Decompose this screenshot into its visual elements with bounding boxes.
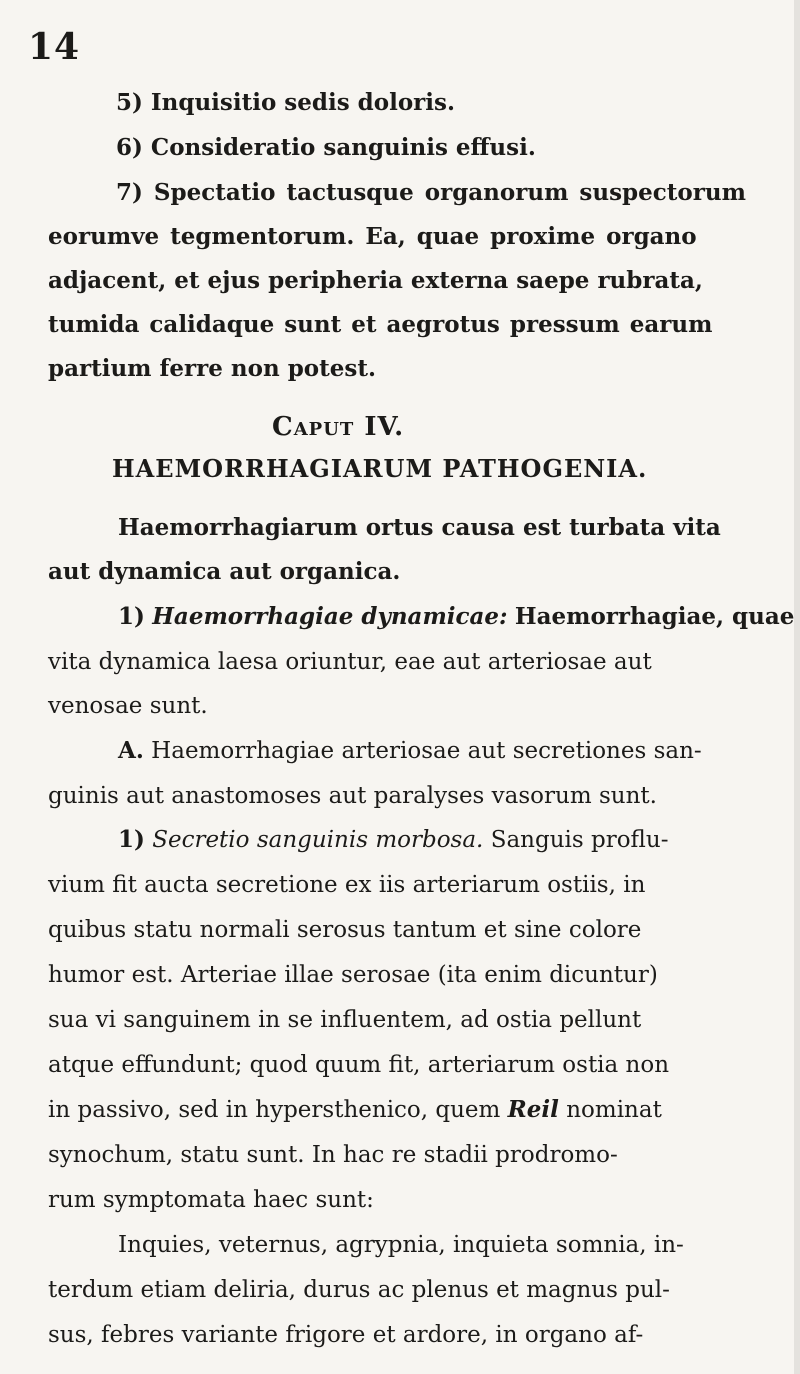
item-7-line-4: tumida calidaque sunt et aegrotus pressum earum	[48, 311, 713, 338]
paragraph-a-text: Haemorrhagiae arteriosae aut secretiones san-	[151, 738, 702, 764]
paragraph-4-line-3: sus, febres variante frigore et ardore, in organo af-	[48, 1322, 644, 1348]
paragraph-3-line-1	[118, 825, 668, 855]
paragraph-1-line-2: aut dynamica aut organica.	[48, 558, 401, 585]
paragraph-a-line-2: guinis aut anastomoses aut paralyses vasorum sunt.	[48, 783, 657, 809]
item-7-line-3: adjacent, et ejus peripheria externa saepe rubrata,	[48, 267, 703, 294]
paragraph-a-line-1	[118, 736, 702, 766]
page-number: 14	[28, 26, 81, 68]
paragraph-3-line-4: humor est. Arteriae illae serosae (ita enim dicuntur)	[48, 962, 658, 988]
paragraph-3-line-6: atque effundunt; quod quum fit, arteriarum ostia non	[48, 1052, 670, 1078]
paragraph-3-line-7-start: in passivo, sed in hypersthenico, quem	[48, 1097, 501, 1123]
paragraph-2-heading: Haemorrhagiae dynamicae:	[152, 603, 508, 630]
paragraph-2-line-3: venosae sunt.	[48, 693, 208, 719]
paragraph-2-text: Haemorrhagiae, quae	[514, 603, 795, 630]
author-name-reil: Reil	[507, 1096, 559, 1123]
paragraph-3-heading: Secretio sanguinis morbosa.	[152, 827, 484, 853]
item-7-line-5: partium ferre non potest.	[48, 355, 376, 382]
paragraph-3-line-2: vium fit aucta secretione ex iis arteriarum ostiis, in	[48, 872, 646, 898]
chapter-title: HAEMORRHAGIARUM PATHOGENIA.	[112, 454, 648, 483]
item-7-line-1: 7) Spectatio tactusque organorum suspectorum	[116, 179, 746, 206]
paragraph-2-line-1	[118, 602, 794, 632]
item-6: 6) Consideratio sanguinis effusi.	[116, 134, 536, 161]
paragraph-3-line-7-end: nominat	[566, 1097, 662, 1123]
paragraph-3-line-8: synochum, statu sunt. In hac re stadii prodromo-	[48, 1142, 618, 1168]
item-7-line-2: eorumve tegmentorum. Ea, quae proxime organo	[48, 223, 697, 250]
chapter-caput: Caput IV.	[272, 412, 405, 442]
item-5: 5) Inquisitio sedis doloris.	[116, 89, 455, 116]
paragraph-2-line-2: vita dynamica laesa oriuntur, eae aut arteriosae aut	[48, 649, 652, 675]
paragraph-3-line-5: sua vi sanguinem in se influentem, ad ostia pellunt	[48, 1007, 642, 1033]
paragraph-1-line-1: Haemorrhagiarum ortus causa est turbata vita	[118, 514, 721, 541]
paragraph-3-number: 1)	[118, 826, 145, 853]
paragraph-2-number: 1)	[118, 603, 145, 630]
paragraph-3-text: Sanguis proflu-	[490, 827, 669, 853]
paragraph-3-line-9: rum symptomata haec sunt:	[48, 1187, 374, 1213]
paragraph-3-line-3: quibus statu normali serosus tantum et sine colore	[48, 917, 642, 943]
paragraph-4-line-1: Inquies, veternus, agrypnia, inquieta somnia, in-	[118, 1232, 684, 1258]
page-edge-shadow	[794, 0, 800, 1374]
paragraph-3-line-7	[48, 1095, 662, 1125]
paragraph-a-label: A.	[118, 737, 144, 764]
paragraph-4-line-2: terdum etiam deliria, durus ac plenus et magnus pul-	[48, 1277, 670, 1303]
